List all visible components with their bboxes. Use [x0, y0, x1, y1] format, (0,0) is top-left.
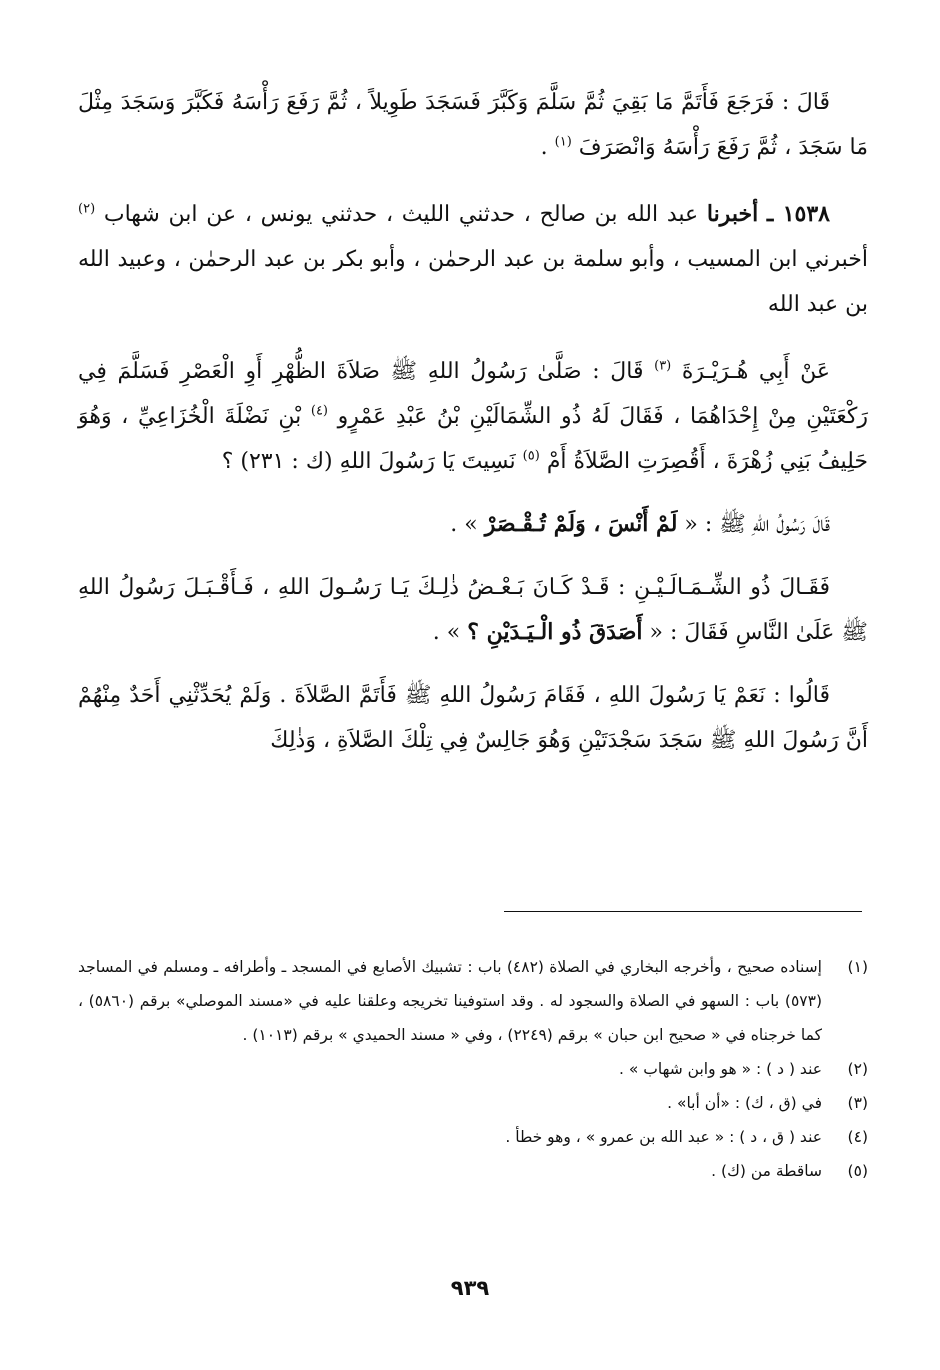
hadith-1538-chain: [78, 192, 868, 327]
footnote-divider: [504, 911, 862, 912]
chain-text-a: عبد الله بن صالح ، حدثني الليث ، حدثني يونس ، عن ابن شهاب: [103, 202, 699, 227]
footnote-number: (٢): [847, 1060, 868, 1078]
hadith-1538-matn: [78, 349, 868, 484]
matn-text-a: عَنْ أَبِي هُـرَيْـرَةَ: [681, 359, 831, 384]
footnote-text: في (ق ، ك) : «أن أبا» .: [667, 1094, 822, 1112]
footnote-text: ساقطة من (ك) .: [711, 1162, 822, 1180]
matn-text-b: قَالَ : صَلَّىٰ رَسُولُ اللهِ ﷺ صَلاَةَ الظُّهْرِ أَوِ الْعَصْرِ فَسَلَّمَ فِي رَكْعَتَيْنِ مِنْ إِحْدَاهُمَا ، فَقَالَ لَهُ ذُو الشِّمَالَيْنِ بْنُ عَبْدِ عَمْرٍو: [78, 359, 868, 429]
hadith-number: ١٥٣٨ ـ: [766, 201, 830, 227]
reply-text-b: » .: [450, 512, 478, 537]
matn-text-c: بْنِ نَضْلَةَ الْخُزَاعِيِّ ، وَهُوَ حَلِيفُ بَنِي زُهْرَةَ ، أَقُصِرَتِ الصَّلاَةُ أَمْ: [78, 404, 868, 474]
footnote-4: [78, 1120, 868, 1154]
footnote-ref-3[interactable]: (٣): [654, 358, 672, 374]
footnote-text: إسناده صحيح ، وأخرجه البخاري في الصلاة (٤٨٢) باب : تشبيك الأصابع في المسجد ـ وأطرافه ـ ومسلم في المساجد (٥٧٣) باب : السهو في الصلاة والسجود له . وقد استوفينا تخريجه وعلقنا عليه في «مسند الموصلي» برقم (٥٨٦٠) ، كما خرجناه في « صحيح ابن حبان » برقم (٢٢٤٩) ، وفي « مسند الحميدي » برقم (١٠١٣) .: [78, 958, 822, 1044]
reply-quote: لَمْ أَنْسَ ، وَلَمْ تُـقْـصَرْ: [484, 511, 678, 537]
main-text: [78, 80, 868, 763]
paragraph-1-end: .: [540, 135, 548, 160]
footnote-number: (٥): [847, 1162, 868, 1180]
companions-text: قَالُوا : نَعَمْ يَا رَسُولَ اللهِ ، فَقَامَ رَسُولُ اللهِ ﷺ فَأَتَمَّ الصَّلاَةَ . وَلَمْ يُحَدِّثْنِي أَحَدٌ مِنْهُمْ أَنَّ رَسُولَ اللهِ ﷺ سَجَدَ سَجْدَتَيْنِ وَهُوَ جَالِسٌ فِي تِلْكَ الصَّلاَةِ ، وَذٰلِكَ: [78, 683, 868, 753]
manuscript-reference: (ك : ٢٣١): [240, 449, 333, 474]
chain-text-b: أخبرني ابن المسيب ، وأبو سلمة بن عبد الرحمٰن ، وأبو بكر بن عبد الرحمٰن ، وعبيد الله بن عبد الله: [78, 247, 868, 317]
matn-question-mark: ؟: [221, 449, 234, 474]
prophet-reply: [78, 502, 868, 547]
companions-reply: [78, 673, 868, 763]
dhu-shimalayn-text-b: » .: [432, 620, 461, 645]
footnote-ref-5[interactable]: (٥): [522, 448, 540, 464]
dhu-shimalayn-reply: [78, 565, 868, 655]
footnotes: [78, 950, 868, 1188]
footnote-text: عند ( د ) : « هو وابن شهاب » .: [619, 1060, 822, 1078]
footnote-number: (٤): [847, 1128, 868, 1146]
dhu-shimalayn-quote: أَصَدَقَ ذُو الْـيَـدَيْنِ ؟: [467, 619, 643, 645]
dhu-shimalayn-text-a: فَقَـالَ ذُو الشِّـمَـالَـيْـنِ : قَـدْ كَـانَ بَـعْـضُ ذٰلِـكَ يَـا رَسُـولَ اللهِ ، فَـأَقْـبَـلَ رَسُولُ اللهِ ﷺ عَلَىٰ النَّاسِ فَقَالَ : «: [78, 575, 868, 645]
footnote-text: عند ( ق ، د ) : « عبد الله بن عمرو » ، وهو خطأ .: [505, 1128, 822, 1146]
footnote-2: [78, 1052, 868, 1086]
footnote-ref-2[interactable]: (٢): [78, 201, 96, 217]
reply-text-a: قَالَ رَسُولُ اللهِ ﷺ : «: [677, 512, 830, 537]
footnote-ref-4[interactable]: (٤): [310, 403, 328, 419]
paragraph-1: [78, 80, 868, 170]
footnote-1: [78, 950, 868, 1052]
footnote-ref-1[interactable]: (١): [554, 134, 572, 150]
footnote-3: [78, 1086, 868, 1120]
matn-text-d: نَسِيتَ يَا رَسُولَ اللهِ: [339, 449, 516, 474]
footnote-number: (٣): [847, 1094, 868, 1112]
page-number: ٩٣٩: [450, 1276, 490, 1300]
footnote-number: (١): [847, 958, 868, 976]
hadith-lead-word: أخبرنا: [706, 201, 759, 227]
footnote-5: [78, 1154, 868, 1188]
paragraph-1-text: قَالَ : فَرَجَعَ فَأَتَمَّ مَا بَقِيَ ثُمَّ سَلَّمَ وَكَبَّرَ فَسَجَدَ طَوِيلاً ، ثُمَّ رَفَعَ رَأْسَهُ فَكَبَّرَ وَسَجَدَ مِثْلَ مَا سَجَدَ ، ثُمَّ رَفَعَ رَأْسَهُ وَانْصَرَفَ: [78, 90, 868, 160]
